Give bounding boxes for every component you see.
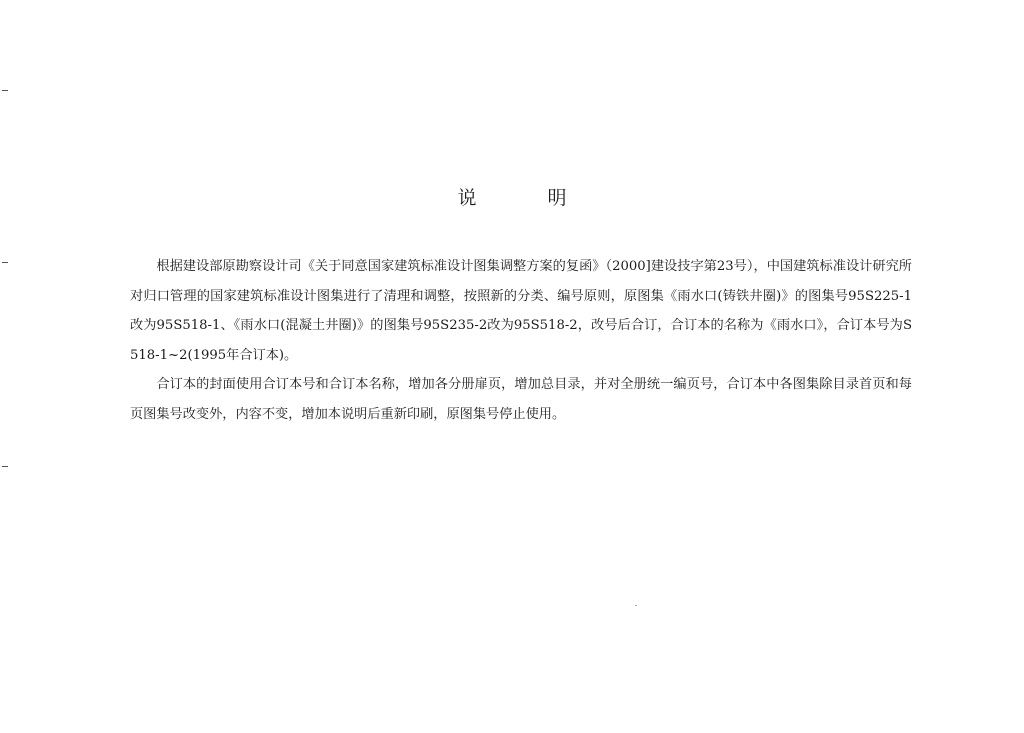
margin-mark [2,466,8,467]
paragraph-1: 根据建设部原勘察设计司《关于同意国家建筑标准设计图集调整方案的复函》（2000]建设技字第23号），中国建筑标准设计研究所对归口管理的国家建筑标准设计图集进行了清理和调整，按照新的分类、编号原则，原图集《雨水口(铸铁井圈)》的图集号95S225-1改为95S518-1、《雨水口(混凝土井圈)》的图集号95S235-2改为95S518-2，改号后合订，合订本的名称为《雨水口》，合订本号为S518-1~2(1995年合订本)。 [130,259,912,363]
margin-mark [2,262,8,263]
paragraph-2: 合订本的封面使用合订本号和合订本名称，增加各分册扉页，增加总目录，并对全册统一编页号，合订本中各图集除目录首页和每页图集号改变外，内容不变，增加本说明后重新印刷，原图集号停止使用。 [130,377,912,422]
document-body [130,252,912,429]
margin-mark [2,90,8,91]
document-title: 说 明 [457,187,593,209]
scan-speck [635,605,637,606]
